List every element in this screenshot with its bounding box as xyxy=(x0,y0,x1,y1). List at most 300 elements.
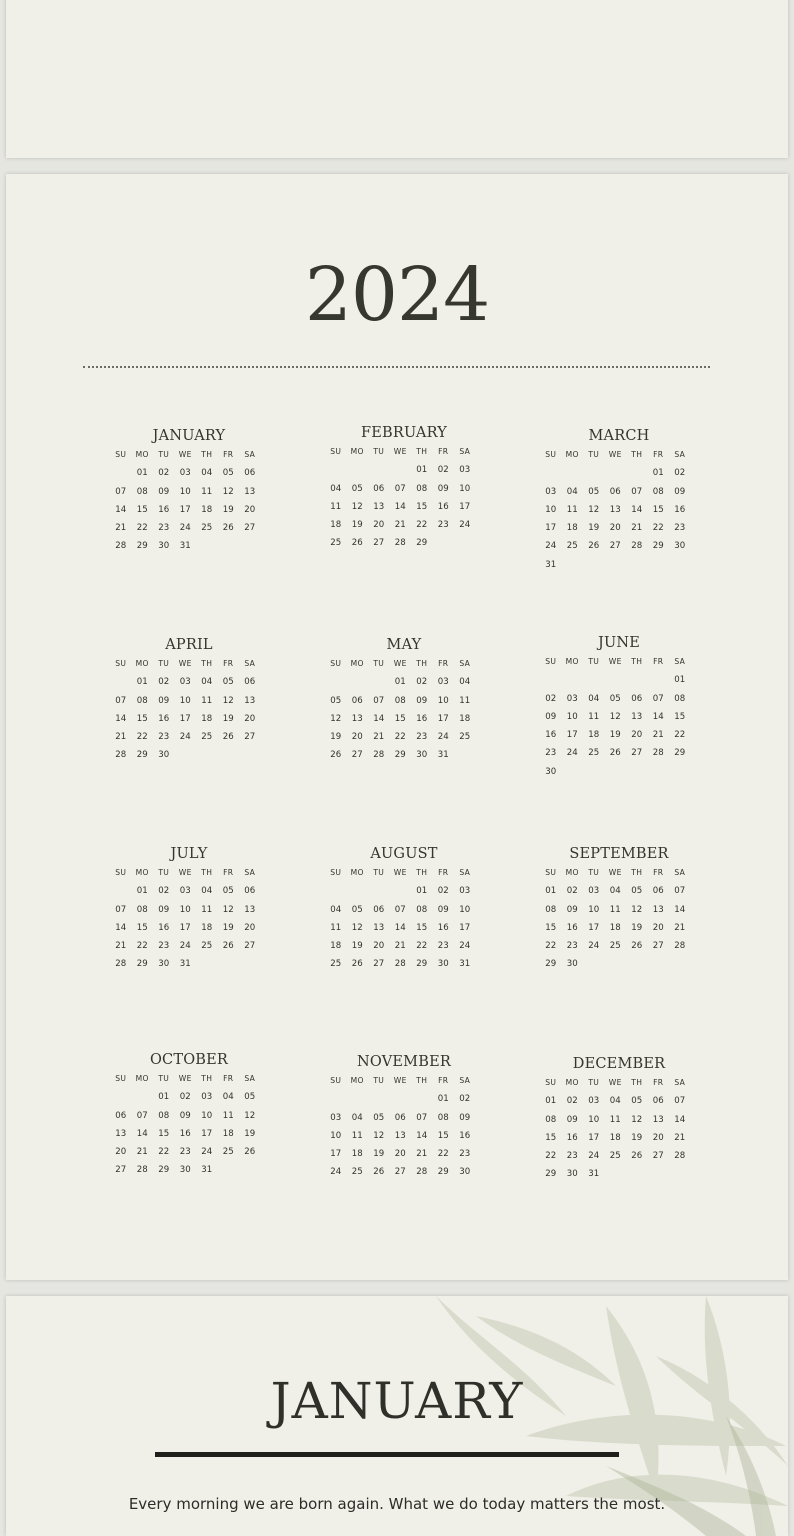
day-cell: 26 xyxy=(588,541,600,552)
day-cell: 14 xyxy=(631,504,643,515)
day-cell: 26 xyxy=(244,1147,256,1158)
day-cell: 23 xyxy=(416,732,428,743)
day-cell: 18 xyxy=(201,504,213,515)
day-cell: 12 xyxy=(631,1114,643,1125)
day-cell: 29 xyxy=(652,541,664,552)
day-cell: 15 xyxy=(416,501,428,512)
day-cell: 03 xyxy=(330,1112,342,1123)
day-cell: 30 xyxy=(566,959,578,970)
day-cell: 28 xyxy=(115,750,127,761)
day-cell: 08 xyxy=(545,904,557,915)
day-cell: 27 xyxy=(609,541,621,552)
day-cell: 22 xyxy=(394,732,406,743)
day-cell: 09 xyxy=(437,483,449,494)
weekday-label: SA xyxy=(674,657,686,666)
day-cell: 08 xyxy=(416,904,428,915)
weekday-label: WE xyxy=(608,450,622,459)
day-cell: 06 xyxy=(652,1096,664,1107)
day-cell: 18 xyxy=(609,922,621,933)
weekday-label: MO xyxy=(135,868,149,877)
month-june xyxy=(540,633,698,781)
day-cell: 25 xyxy=(201,941,213,952)
weekday-label: TU xyxy=(588,450,600,459)
empty-cell xyxy=(368,1090,390,1108)
weekday-label: WE xyxy=(178,868,192,877)
day-cell: 30 xyxy=(158,959,170,970)
dotted-divider xyxy=(83,366,710,368)
day-cell: 01 xyxy=(136,677,148,688)
day-cell: 06 xyxy=(609,486,621,497)
day-cell: 11 xyxy=(588,711,600,722)
day-cell: 02 xyxy=(158,886,170,897)
day-cell: 11 xyxy=(351,1130,363,1141)
day-grid xyxy=(540,653,698,781)
day-cell: 26 xyxy=(631,941,643,952)
day-cell: 02 xyxy=(674,468,686,479)
day-cell: 15 xyxy=(394,713,406,724)
day-cell: 22 xyxy=(136,523,148,534)
day-cell: 04 xyxy=(588,693,600,704)
day-cell: 24 xyxy=(588,1151,600,1162)
weekday-label: SA xyxy=(459,659,471,668)
day-cell: 17 xyxy=(459,922,471,933)
weekday-label: FR xyxy=(653,450,664,459)
day-cell: 20 xyxy=(394,1149,406,1160)
day-cell: 23 xyxy=(179,1147,191,1158)
day-cell: 15 xyxy=(545,1132,557,1143)
day-cell: 31 xyxy=(179,541,191,552)
day-cell: 05 xyxy=(351,483,363,494)
day-cell: 12 xyxy=(588,504,600,515)
weekday-label: SA xyxy=(674,868,686,877)
day-cell: 11 xyxy=(222,1110,234,1121)
day-cell: 10 xyxy=(566,711,578,722)
day-cell: 04 xyxy=(330,904,342,915)
day-cell: 27 xyxy=(115,1165,127,1176)
empty-cell xyxy=(110,1088,132,1106)
weekday-label: SA xyxy=(244,1074,256,1083)
weekday-label: MO xyxy=(350,659,364,668)
weekday-label: MO xyxy=(135,659,149,668)
day-cell: 20 xyxy=(652,922,664,933)
day-cell: 11 xyxy=(201,695,213,706)
day-cell: 15 xyxy=(136,504,148,515)
weekday-label: FR xyxy=(653,868,664,877)
day-cell: 15 xyxy=(416,922,428,933)
month-august xyxy=(325,844,483,974)
weekday-label: TU xyxy=(158,1074,170,1083)
day-cell: 18 xyxy=(459,713,471,724)
day-cell: 04 xyxy=(459,677,471,688)
weekday-label: SU xyxy=(115,659,127,668)
day-cell: 10 xyxy=(459,483,471,494)
day-cell: 13 xyxy=(394,1130,406,1141)
day-cell: 26 xyxy=(222,941,234,952)
day-cell: 10 xyxy=(545,504,557,515)
day-cell: 21 xyxy=(631,523,643,534)
empty-cell xyxy=(583,671,605,689)
day-cell: 21 xyxy=(115,941,127,952)
day-cell: 14 xyxy=(136,1128,148,1139)
day-cell: 02 xyxy=(437,886,449,897)
quote-text: Every morning we are born again. What we do today matters the most. xyxy=(128,1495,666,1513)
weekday-label: TU xyxy=(373,659,385,668)
day-cell: 19 xyxy=(222,504,234,515)
day-cell: 30 xyxy=(158,541,170,552)
day-cell: 22 xyxy=(416,520,428,531)
day-cell: 05 xyxy=(222,677,234,688)
empty-cell xyxy=(347,882,369,900)
weekday-label: FR xyxy=(223,1074,234,1083)
day-cell: 30 xyxy=(459,1167,471,1178)
day-cell: 06 xyxy=(631,693,643,704)
weekday-label: WE xyxy=(608,1078,622,1087)
day-cell: 12 xyxy=(330,713,342,724)
day-cell: 22 xyxy=(545,1151,557,1162)
day-cell: 07 xyxy=(631,486,643,497)
day-grid xyxy=(540,1074,698,1184)
day-cell: 19 xyxy=(351,941,363,952)
day-cell: 08 xyxy=(674,693,686,704)
empty-cell xyxy=(605,464,627,482)
month-name: OCTOBER xyxy=(149,1052,229,1068)
day-cell: 21 xyxy=(394,520,406,531)
day-cell: 26 xyxy=(351,959,363,970)
day-cell: 11 xyxy=(459,695,471,706)
day-cell: 29 xyxy=(158,1165,170,1176)
day-cell: 10 xyxy=(179,695,191,706)
day-cell: 04 xyxy=(222,1092,234,1103)
empty-cell xyxy=(110,464,132,482)
empty-cell xyxy=(411,1090,433,1108)
day-grid xyxy=(110,446,268,556)
day-cell: 15 xyxy=(652,504,664,515)
month-name: JULY xyxy=(170,846,208,862)
day-cell: 03 xyxy=(179,886,191,897)
weekday-label: SU xyxy=(115,868,127,877)
day-cell: 22 xyxy=(437,1149,449,1160)
day-cell: 14 xyxy=(373,713,385,724)
empty-cell xyxy=(325,461,347,479)
day-cell: 24 xyxy=(179,732,191,743)
empty-cell xyxy=(132,1088,154,1106)
day-cell: 08 xyxy=(136,695,148,706)
day-cell: 13 xyxy=(652,904,664,915)
day-cell: 03 xyxy=(459,465,471,476)
weekday-label: SA xyxy=(244,450,256,459)
day-cell: 09 xyxy=(566,1114,578,1125)
day-cell: 08 xyxy=(136,904,148,915)
weekday-label: MO xyxy=(135,1074,149,1083)
day-cell: 16 xyxy=(437,922,449,933)
weekday-label: SU xyxy=(545,450,557,459)
day-cell: 24 xyxy=(437,732,449,743)
day-cell: 14 xyxy=(674,904,686,915)
day-cell: 24 xyxy=(566,748,578,759)
day-cell: 21 xyxy=(674,922,686,933)
previous-page xyxy=(6,0,788,158)
day-cell: 08 xyxy=(652,486,664,497)
day-cell: 14 xyxy=(115,713,127,724)
day-cell: 09 xyxy=(158,904,170,915)
day-cell: 03 xyxy=(588,886,600,897)
day-cell: 01 xyxy=(545,1096,557,1107)
empty-cell xyxy=(325,1090,347,1108)
day-cell: 22 xyxy=(158,1147,170,1158)
weekday-label: SU xyxy=(330,868,342,877)
day-cell: 07 xyxy=(115,904,127,915)
day-cell: 05 xyxy=(373,1112,385,1123)
empty-cell xyxy=(390,461,412,479)
day-cell: 02 xyxy=(566,1096,578,1107)
day-cell: 09 xyxy=(545,711,557,722)
day-cell: 20 xyxy=(244,713,256,724)
day-cell: 07 xyxy=(394,904,406,915)
month-name: MARCH xyxy=(588,428,650,444)
day-grid xyxy=(325,655,483,765)
day-cell: 09 xyxy=(158,486,170,497)
weekday-label: FR xyxy=(223,450,234,459)
day-cell: 15 xyxy=(674,711,686,722)
day-cell: 07 xyxy=(394,483,406,494)
weekday-label: FR xyxy=(438,1076,449,1085)
day-cell: 17 xyxy=(545,523,557,534)
day-cell: 14 xyxy=(394,501,406,512)
month-july xyxy=(110,844,268,974)
day-cell: 29 xyxy=(416,959,428,970)
weekday-label: FR xyxy=(223,659,234,668)
day-cell: 27 xyxy=(631,748,643,759)
day-cell: 22 xyxy=(416,941,428,952)
day-cell: 29 xyxy=(136,541,148,552)
day-cell: 11 xyxy=(201,486,213,497)
day-cell: 17 xyxy=(566,730,578,741)
day-cell: 05 xyxy=(222,886,234,897)
day-cell: 15 xyxy=(136,922,148,933)
day-cell: 02 xyxy=(158,468,170,479)
day-cell: 12 xyxy=(222,904,234,915)
day-cell: 08 xyxy=(158,1110,170,1121)
day-cell: 02 xyxy=(158,677,170,688)
day-cell: 24 xyxy=(201,1147,213,1158)
day-cell: 09 xyxy=(566,904,578,915)
weekday-label: SU xyxy=(330,447,342,456)
empty-cell xyxy=(583,464,605,482)
weekday-label: SU xyxy=(115,1074,127,1083)
day-cell: 30 xyxy=(437,959,449,970)
day-cell: 14 xyxy=(394,922,406,933)
day-cell: 18 xyxy=(222,1128,234,1139)
day-cell: 12 xyxy=(351,501,363,512)
weekday-label: MO xyxy=(350,868,364,877)
day-cell: 20 xyxy=(373,520,385,531)
weekday-label: MO xyxy=(565,868,579,877)
day-cell: 13 xyxy=(609,504,621,515)
day-cell: 25 xyxy=(566,541,578,552)
day-cell: 28 xyxy=(652,748,664,759)
day-cell: 01 xyxy=(136,468,148,479)
day-cell: 13 xyxy=(244,904,256,915)
day-cell: 13 xyxy=(244,695,256,706)
day-cell: 30 xyxy=(158,750,170,761)
day-cell: 21 xyxy=(394,941,406,952)
day-cell: 21 xyxy=(674,1132,686,1143)
day-grid xyxy=(110,1070,268,1180)
day-cell: 11 xyxy=(330,922,342,933)
day-cell: 25 xyxy=(201,732,213,743)
weekday-label: WE xyxy=(178,450,192,459)
day-cell: 19 xyxy=(588,523,600,534)
weekday-label: TU xyxy=(373,1076,385,1085)
day-cell: 05 xyxy=(631,886,643,897)
day-cell: 18 xyxy=(566,523,578,534)
month-february xyxy=(325,423,483,553)
day-cell: 17 xyxy=(179,922,191,933)
empty-cell xyxy=(540,671,562,689)
day-cell: 02 xyxy=(566,886,578,897)
day-cell: 08 xyxy=(416,483,428,494)
day-cell: 05 xyxy=(351,904,363,915)
day-cell: 12 xyxy=(222,486,234,497)
day-cell: 28 xyxy=(416,1167,428,1178)
day-cell: 17 xyxy=(179,504,191,515)
day-cell: 28 xyxy=(394,959,406,970)
day-cell: 25 xyxy=(330,538,342,549)
day-cell: 31 xyxy=(437,750,449,761)
day-cell: 01 xyxy=(416,465,428,476)
day-cell: 22 xyxy=(545,941,557,952)
day-cell: 12 xyxy=(351,922,363,933)
day-cell: 20 xyxy=(115,1147,127,1158)
weekday-label: TU xyxy=(373,868,385,877)
weekday-label: SU xyxy=(330,659,342,668)
day-cell: 28 xyxy=(631,541,643,552)
day-cell: 11 xyxy=(201,904,213,915)
day-cell: 19 xyxy=(609,730,621,741)
day-cell: 09 xyxy=(459,1112,471,1123)
day-cell: 30 xyxy=(674,541,686,552)
day-cell: 11 xyxy=(609,1114,621,1125)
day-grid xyxy=(110,655,268,765)
month-september xyxy=(540,844,698,974)
day-cell: 19 xyxy=(330,732,342,743)
weekday-label: TH xyxy=(416,868,428,877)
day-cell: 25 xyxy=(609,1151,621,1162)
day-cell: 28 xyxy=(373,750,385,761)
day-cell: 21 xyxy=(416,1149,428,1160)
day-cell: 16 xyxy=(437,501,449,512)
day-cell: 13 xyxy=(631,711,643,722)
weekday-label: SA xyxy=(244,659,256,668)
day-cell: 26 xyxy=(609,748,621,759)
day-cell: 23 xyxy=(437,520,449,531)
day-cell: 17 xyxy=(437,713,449,724)
day-cell: 04 xyxy=(201,468,213,479)
day-cell: 17 xyxy=(179,713,191,724)
day-cell: 12 xyxy=(373,1130,385,1141)
month-name: APRIL xyxy=(165,637,213,653)
empty-cell xyxy=(605,671,627,689)
day-grid xyxy=(325,1072,483,1182)
day-cell: 07 xyxy=(115,695,127,706)
day-cell: 13 xyxy=(373,501,385,512)
day-cell: 06 xyxy=(244,886,256,897)
month-name: AUGUST xyxy=(370,846,438,862)
day-cell: 14 xyxy=(674,1114,686,1125)
day-cell: 27 xyxy=(652,1151,664,1162)
weekday-label: SU xyxy=(545,1078,557,1087)
empty-cell xyxy=(325,882,347,900)
day-cell: 27 xyxy=(244,732,256,743)
weekday-label: MO xyxy=(135,450,149,459)
day-cell: 10 xyxy=(330,1130,342,1141)
weekday-label: TH xyxy=(631,868,643,877)
day-cell: 06 xyxy=(244,677,256,688)
day-cell: 19 xyxy=(631,1132,643,1143)
day-cell: 29 xyxy=(136,750,148,761)
weekday-label: MO xyxy=(565,657,579,666)
weekday-label: SA xyxy=(459,1076,471,1085)
weekday-label: TU xyxy=(158,659,170,668)
day-cell: 01 xyxy=(136,886,148,897)
day-cell: 29 xyxy=(545,1169,557,1180)
weekday-label: TH xyxy=(201,1074,213,1083)
day-cell: 03 xyxy=(588,1096,600,1107)
day-cell: 02 xyxy=(416,677,428,688)
weekday-label: TH xyxy=(416,659,428,668)
day-cell: 28 xyxy=(674,941,686,952)
month-name: DECEMBER xyxy=(572,1056,666,1072)
weekday-label: SU xyxy=(330,1076,342,1085)
day-grid xyxy=(540,446,698,574)
day-cell: 21 xyxy=(652,730,664,741)
day-cell: 12 xyxy=(609,711,621,722)
day-cell: 01 xyxy=(652,468,664,479)
day-cell: 26 xyxy=(330,750,342,761)
day-cell: 20 xyxy=(631,730,643,741)
day-cell: 11 xyxy=(566,504,578,515)
day-cell: 25 xyxy=(201,523,213,534)
day-cell: 29 xyxy=(416,538,428,549)
day-cell: 17 xyxy=(201,1128,213,1139)
day-cell: 04 xyxy=(609,886,621,897)
day-cell: 17 xyxy=(588,1132,600,1143)
day-cell: 04 xyxy=(609,1096,621,1107)
day-cell: 08 xyxy=(545,1114,557,1125)
day-cell: 02 xyxy=(459,1094,471,1105)
day-cell: 25 xyxy=(609,941,621,952)
day-cell: 18 xyxy=(201,922,213,933)
day-cell: 24 xyxy=(545,541,557,552)
day-cell: 14 xyxy=(652,711,664,722)
day-cell: 19 xyxy=(222,713,234,724)
day-cell: 17 xyxy=(459,501,471,512)
day-cell: 26 xyxy=(373,1167,385,1178)
day-cell: 27 xyxy=(394,1167,406,1178)
day-cell: 06 xyxy=(394,1112,406,1123)
day-cell: 16 xyxy=(179,1128,191,1139)
weekday-label: SA xyxy=(674,450,686,459)
day-cell: 28 xyxy=(115,959,127,970)
weekday-label: WE xyxy=(393,659,407,668)
weekday-label: MO xyxy=(350,447,364,456)
day-cell: 20 xyxy=(351,732,363,743)
weekday-label: SA xyxy=(244,868,256,877)
day-cell: 15 xyxy=(437,1130,449,1141)
day-cell: 16 xyxy=(158,713,170,724)
month-december xyxy=(540,1054,698,1184)
day-cell: 19 xyxy=(351,520,363,531)
